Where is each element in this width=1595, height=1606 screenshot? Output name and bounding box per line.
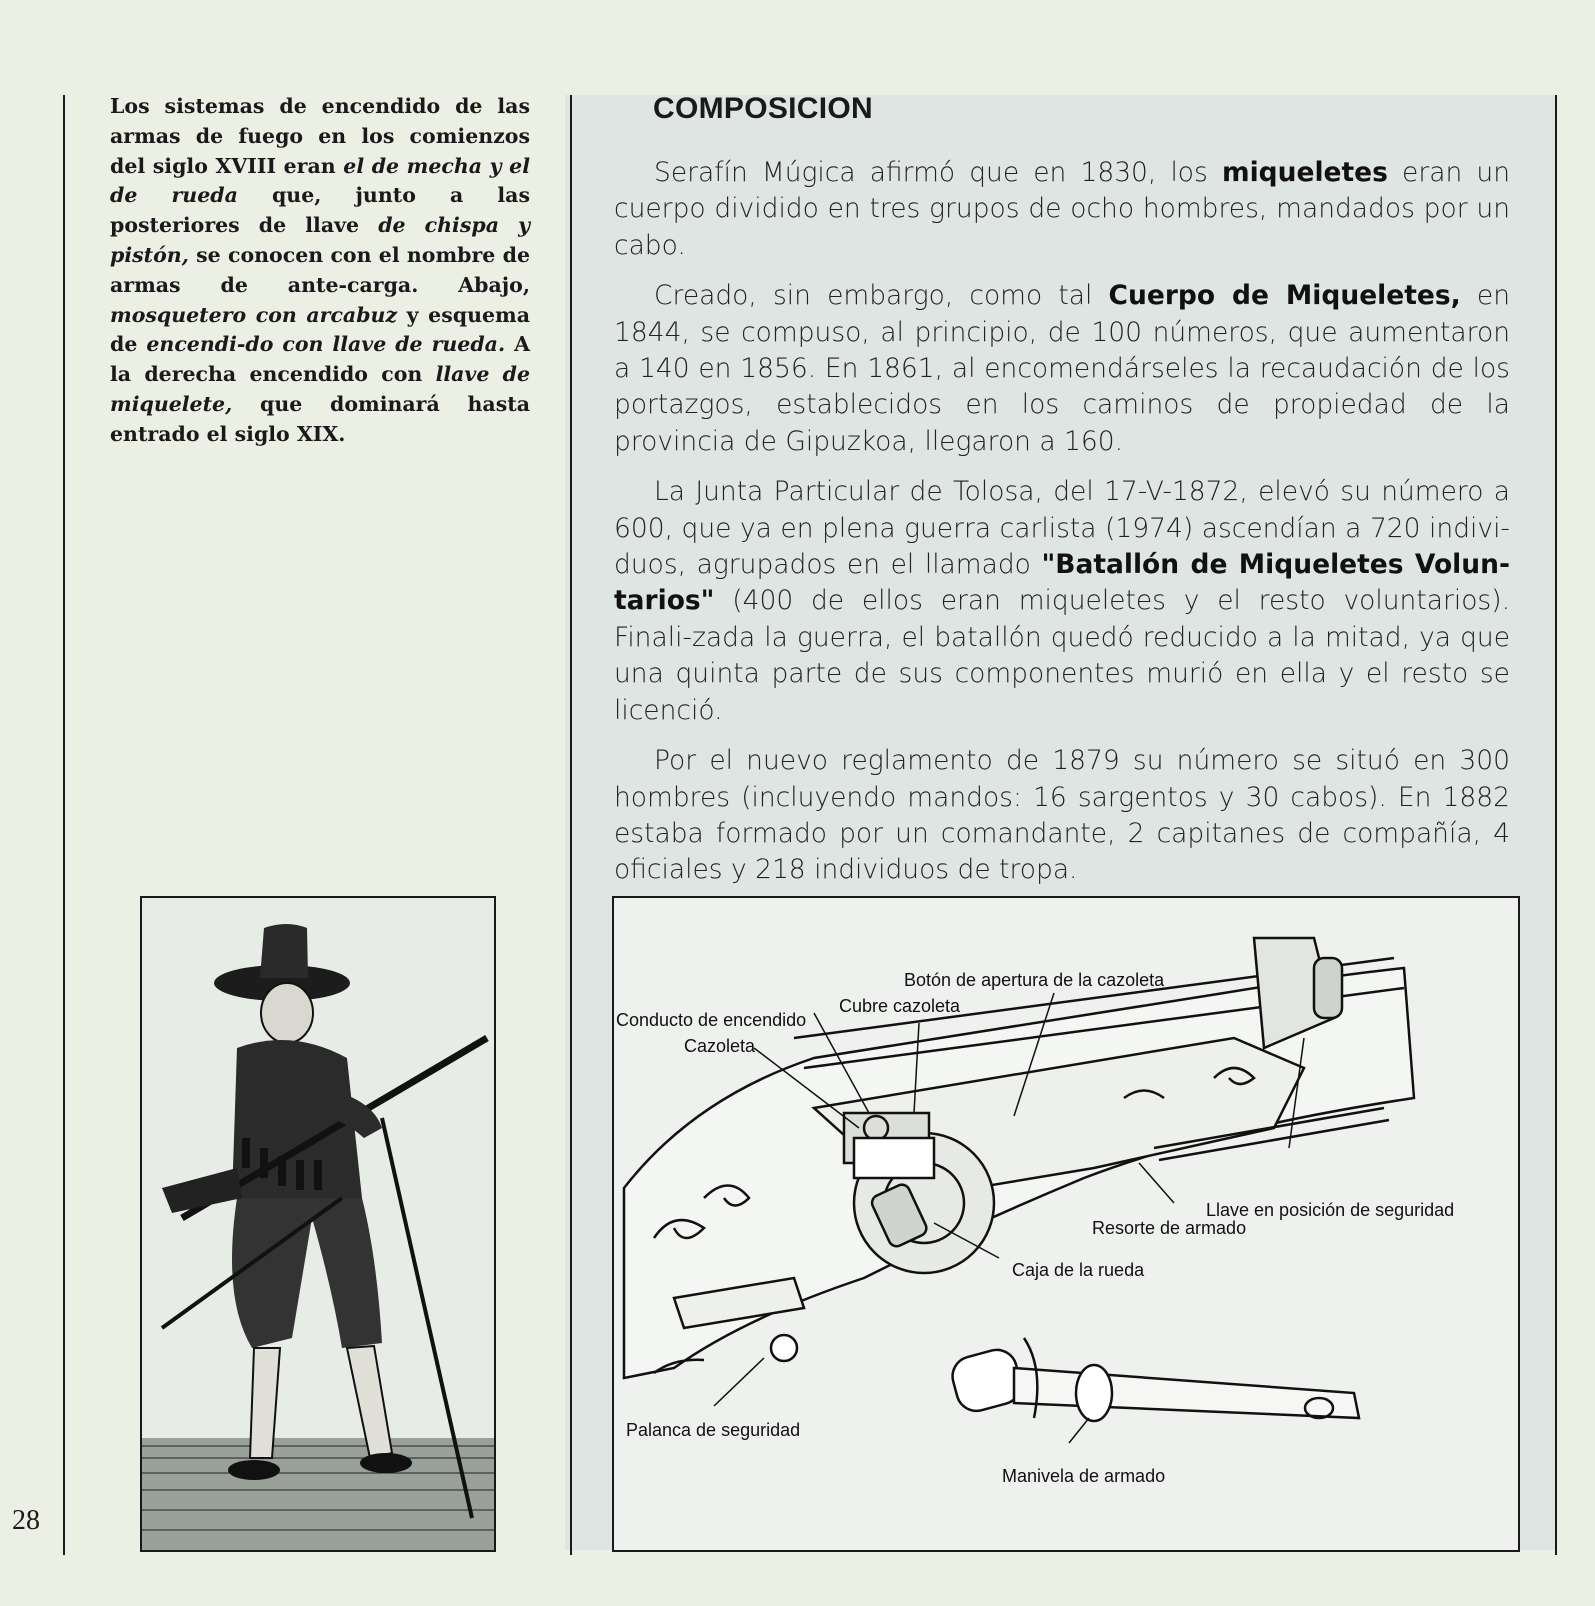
figure-caption: Los sistemas de encendido de las armas de fuego en los comienzos del siglo XVIII eran el de mecha y el de rueda que, junto a las posteriores de llave de chispa y pistón, se conocen con el nombre de armas de ante-carga. Abajo, mosquetero con arcabuz y esquema de encendi-do con llave de rueda. A la derecha encendido con llave de miquelete, que dominará hasta entrado el siglo XIX.	[110, 94, 531, 446]
middle-vertical-rule	[570, 95, 572, 1555]
paragraph: Creado, sin embargo, como tal Cuerpo de Miqueletes, en 1844, se compuso, al principio, de 100 números, que aumentaron a 140 en 1856. En 1861, al encomendárseles la recaudación de los portazgos, establecidos en los caminos de propiedad de la provincia de Gipuzkoa, llegaron a 160.	[614, 280, 1510, 457]
page-number: 28	[12, 1505, 40, 1536]
label-conducto-encendido: Conducto de encendido	[616, 1010, 807, 1030]
paragraph: La Junta Particular de Tolosa, del 17-V-1872, elevó su número a 600, que ya en plena guerra carlista (1974) ascendían a 720 indivi-duos, agrupados en el llamado "Batallón de Miqueletes Volun-tarios" (400 de ellos eran miqueletes y el resto voluntarios). Finali-zada la guerra, el batallón quedó reducido a la mitad, ya que una quinta parte de sus componentes murió en ella y el resto se licenció.	[614, 476, 1510, 726]
label-manivela-armado: Manivela de armado	[1002, 1466, 1166, 1486]
label-resorte-armado: Resorte de armado	[1092, 1218, 1247, 1238]
paragraph: Por el nuevo reglamento de 1879 su número se situó en 300 hombres (incluyendo mandos: 16 sargentos y 30 cabos). En 1882 estaba formado por un comandante, 2 capitanes de compañía, 4 oficiales y 218 individuos de tropa.	[614, 745, 1510, 886]
paragraph: Serafín Múgica afirmó que en 1830, los miqueletes eran un cuerpo dividido en tres grupos de ocho hombres, mandados por un cabo.	[614, 157, 1510, 261]
article-body	[614, 155, 1510, 903]
label-caja-rueda: Caja de la rueda	[1012, 1260, 1145, 1280]
left-vertical-rule	[63, 95, 65, 1555]
label-palanca-seguridad: Palanca de seguridad	[626, 1420, 801, 1440]
miquelete-lock-diagram	[612, 896, 1520, 1552]
label-boton-apertura: Botón de apertura de la cazoleta	[904, 970, 1165, 990]
section-heading: COMPOSICION	[653, 92, 873, 125]
musketeer-engraving	[140, 896, 496, 1552]
label-llave-seguridad: Llave en posición de seguridad	[1206, 1200, 1455, 1220]
label-cubre-cazoleta: Cubre cazoleta	[839, 996, 961, 1016]
label-cazoleta: Cazoleta	[684, 1036, 756, 1056]
right-vertical-rule	[1555, 95, 1557, 1555]
